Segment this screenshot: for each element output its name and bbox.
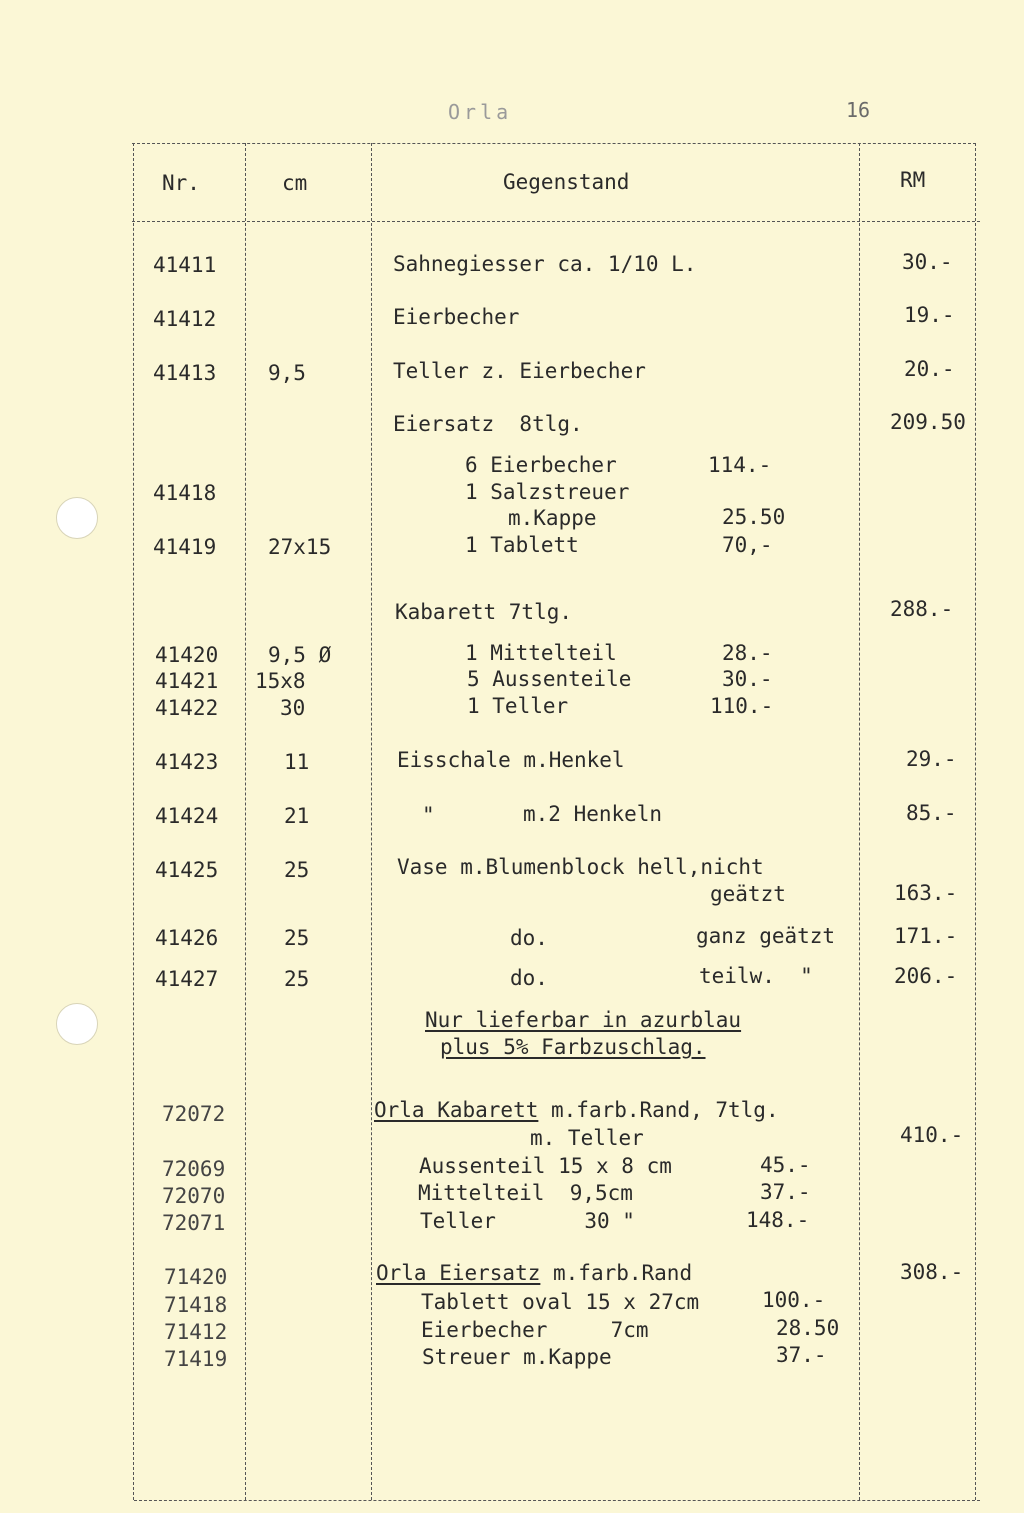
row-item: ganz geätzt [696,924,836,948]
row-cm: 9,5 [268,361,306,385]
ditto-mark: " [422,803,435,827]
row-price: 30.- [902,250,953,274]
component-item: 5 Aussenteile [467,667,632,691]
component-price: 28.50 [776,1316,840,1340]
row-cm: 30 [280,696,306,720]
component-item: 1 Mittelteil [465,641,617,665]
row-price: 171.- [894,924,958,948]
component-item: m.Kappe [508,506,597,530]
row-cm: 25 [284,858,310,882]
row-nr: 72072 [162,1102,226,1126]
page-number: 16 [846,98,871,122]
component-item: Aussenteil 15 x 8 cm [419,1154,672,1178]
row-nr: 41424 [155,804,219,828]
row-nr: 71419 [164,1347,228,1371]
component-item: 6 Eierbecher [465,453,617,477]
row-nr: 71412 [164,1320,228,1344]
row-nr: 41425 [155,858,219,882]
component-price: 30.- [722,667,773,691]
component-price: 148.- [746,1208,810,1232]
group-subtitle: m. Teller [530,1126,644,1150]
component-price: 28.- [722,641,773,665]
group-price: 308.- [900,1260,964,1284]
punch-hole-bottom [56,1003,98,1045]
group-title [376,1263,692,1284]
row-item: Teller z. Eierbecher [393,359,646,383]
row-price: 19.- [904,303,955,327]
group-title [374,1100,779,1121]
row-nr: 41413 [153,361,217,385]
row-nr: 41418 [153,481,217,505]
row-item: Vase m.Blumenblock hell,nicht [397,855,764,879]
ditto-do: do. [510,926,548,950]
row-price: 29.- [906,747,957,771]
group-title-underlined: Orla Eiersatz [376,1261,541,1285]
column-header-cm: cm [282,171,308,195]
row-cm: 25 [284,926,310,950]
column-header-item: Gegenstand [503,170,630,194]
component-item: Tablett oval 15 x 27cm [421,1290,700,1314]
row-item: Sahnegiesser ca. 1/10 L. [393,252,697,276]
component-item: Mittelteil 9,5cm [418,1181,633,1205]
row-cm: 9,5 Ø [268,643,332,667]
row-item: Eisschale m.Henkel [397,748,625,772]
ditto-do: do. [510,966,548,990]
row-cm: 27x15 [268,535,332,559]
group-title-underlined: Orla Kabarett [374,1098,539,1122]
component-price: 114.- [708,453,772,477]
row-nr: 71420 [164,1265,228,1289]
group-title-rest: m.farb.Rand, 7tlg. [538,1098,779,1122]
group-title-rest: m.farb.Rand [540,1261,693,1285]
row-nr: 41420 [155,643,219,667]
surcharge-note: plus 5% Farbzuschlag. [440,1035,706,1059]
group-price: 209.50 [890,410,966,434]
component-item: 1 Teller [467,694,569,718]
component-price: 37.- [776,1343,827,1367]
row-cm: 21 [284,804,310,828]
row-nr: 72069 [162,1157,226,1181]
row-nr: 41419 [153,535,217,559]
row-price: 85.- [906,801,957,825]
row-price: 163.- [894,881,958,905]
component-item: Eierbecher 7cm [421,1318,649,1342]
row-nr: 41421 [155,669,219,693]
group-price: 410.- [900,1123,964,1147]
row-nr: 41423 [155,750,219,774]
row-cm: 11 [284,750,310,774]
row-item-continued: geätzt [710,882,786,906]
column-header-price: RM [900,168,926,192]
component-price: 37.- [760,1180,811,1204]
component-price: 25.50 [722,505,786,529]
row-nr: 41426 [155,926,219,950]
component-price: 70,- [722,533,773,557]
component-item: Streuer m.Kappe [422,1345,612,1369]
component-price: 45.- [760,1153,811,1177]
component-item: Teller 30 " [420,1209,635,1233]
group-title: Kabarett 7tlg. [395,600,573,624]
row-nr: 41412 [153,307,217,331]
row-item: Eierbecher [393,305,520,329]
row-nr: 41411 [153,253,217,277]
group-price: 288.- [890,597,954,621]
row-nr: 71418 [164,1293,228,1317]
row-nr: 72071 [162,1211,226,1235]
component-item: 1 Salzstreuer [465,480,630,504]
row-nr: 41427 [155,967,219,991]
page-header-title: Orla [448,100,513,124]
group-title: Eiersatz 8tlg. [393,412,583,436]
row-nr: 72070 [162,1184,226,1208]
row-item: teilw. " [699,964,813,988]
row-cm: 15x8 [255,669,306,693]
row-cm: 25 [284,967,310,991]
component-item: 1 Tablett [465,533,579,557]
row-price: 206.- [894,964,958,988]
column-header-nr: Nr. [162,171,200,195]
availability-note: Nur lieferbar in azurblau [425,1008,742,1032]
punch-hole-top [56,497,98,539]
component-price: 100.- [762,1288,826,1312]
row-item: m.2 Henkeln [523,802,663,826]
row-price: 20.- [904,357,955,381]
component-price: 110.- [710,694,774,718]
row-nr: 41422 [155,696,219,720]
